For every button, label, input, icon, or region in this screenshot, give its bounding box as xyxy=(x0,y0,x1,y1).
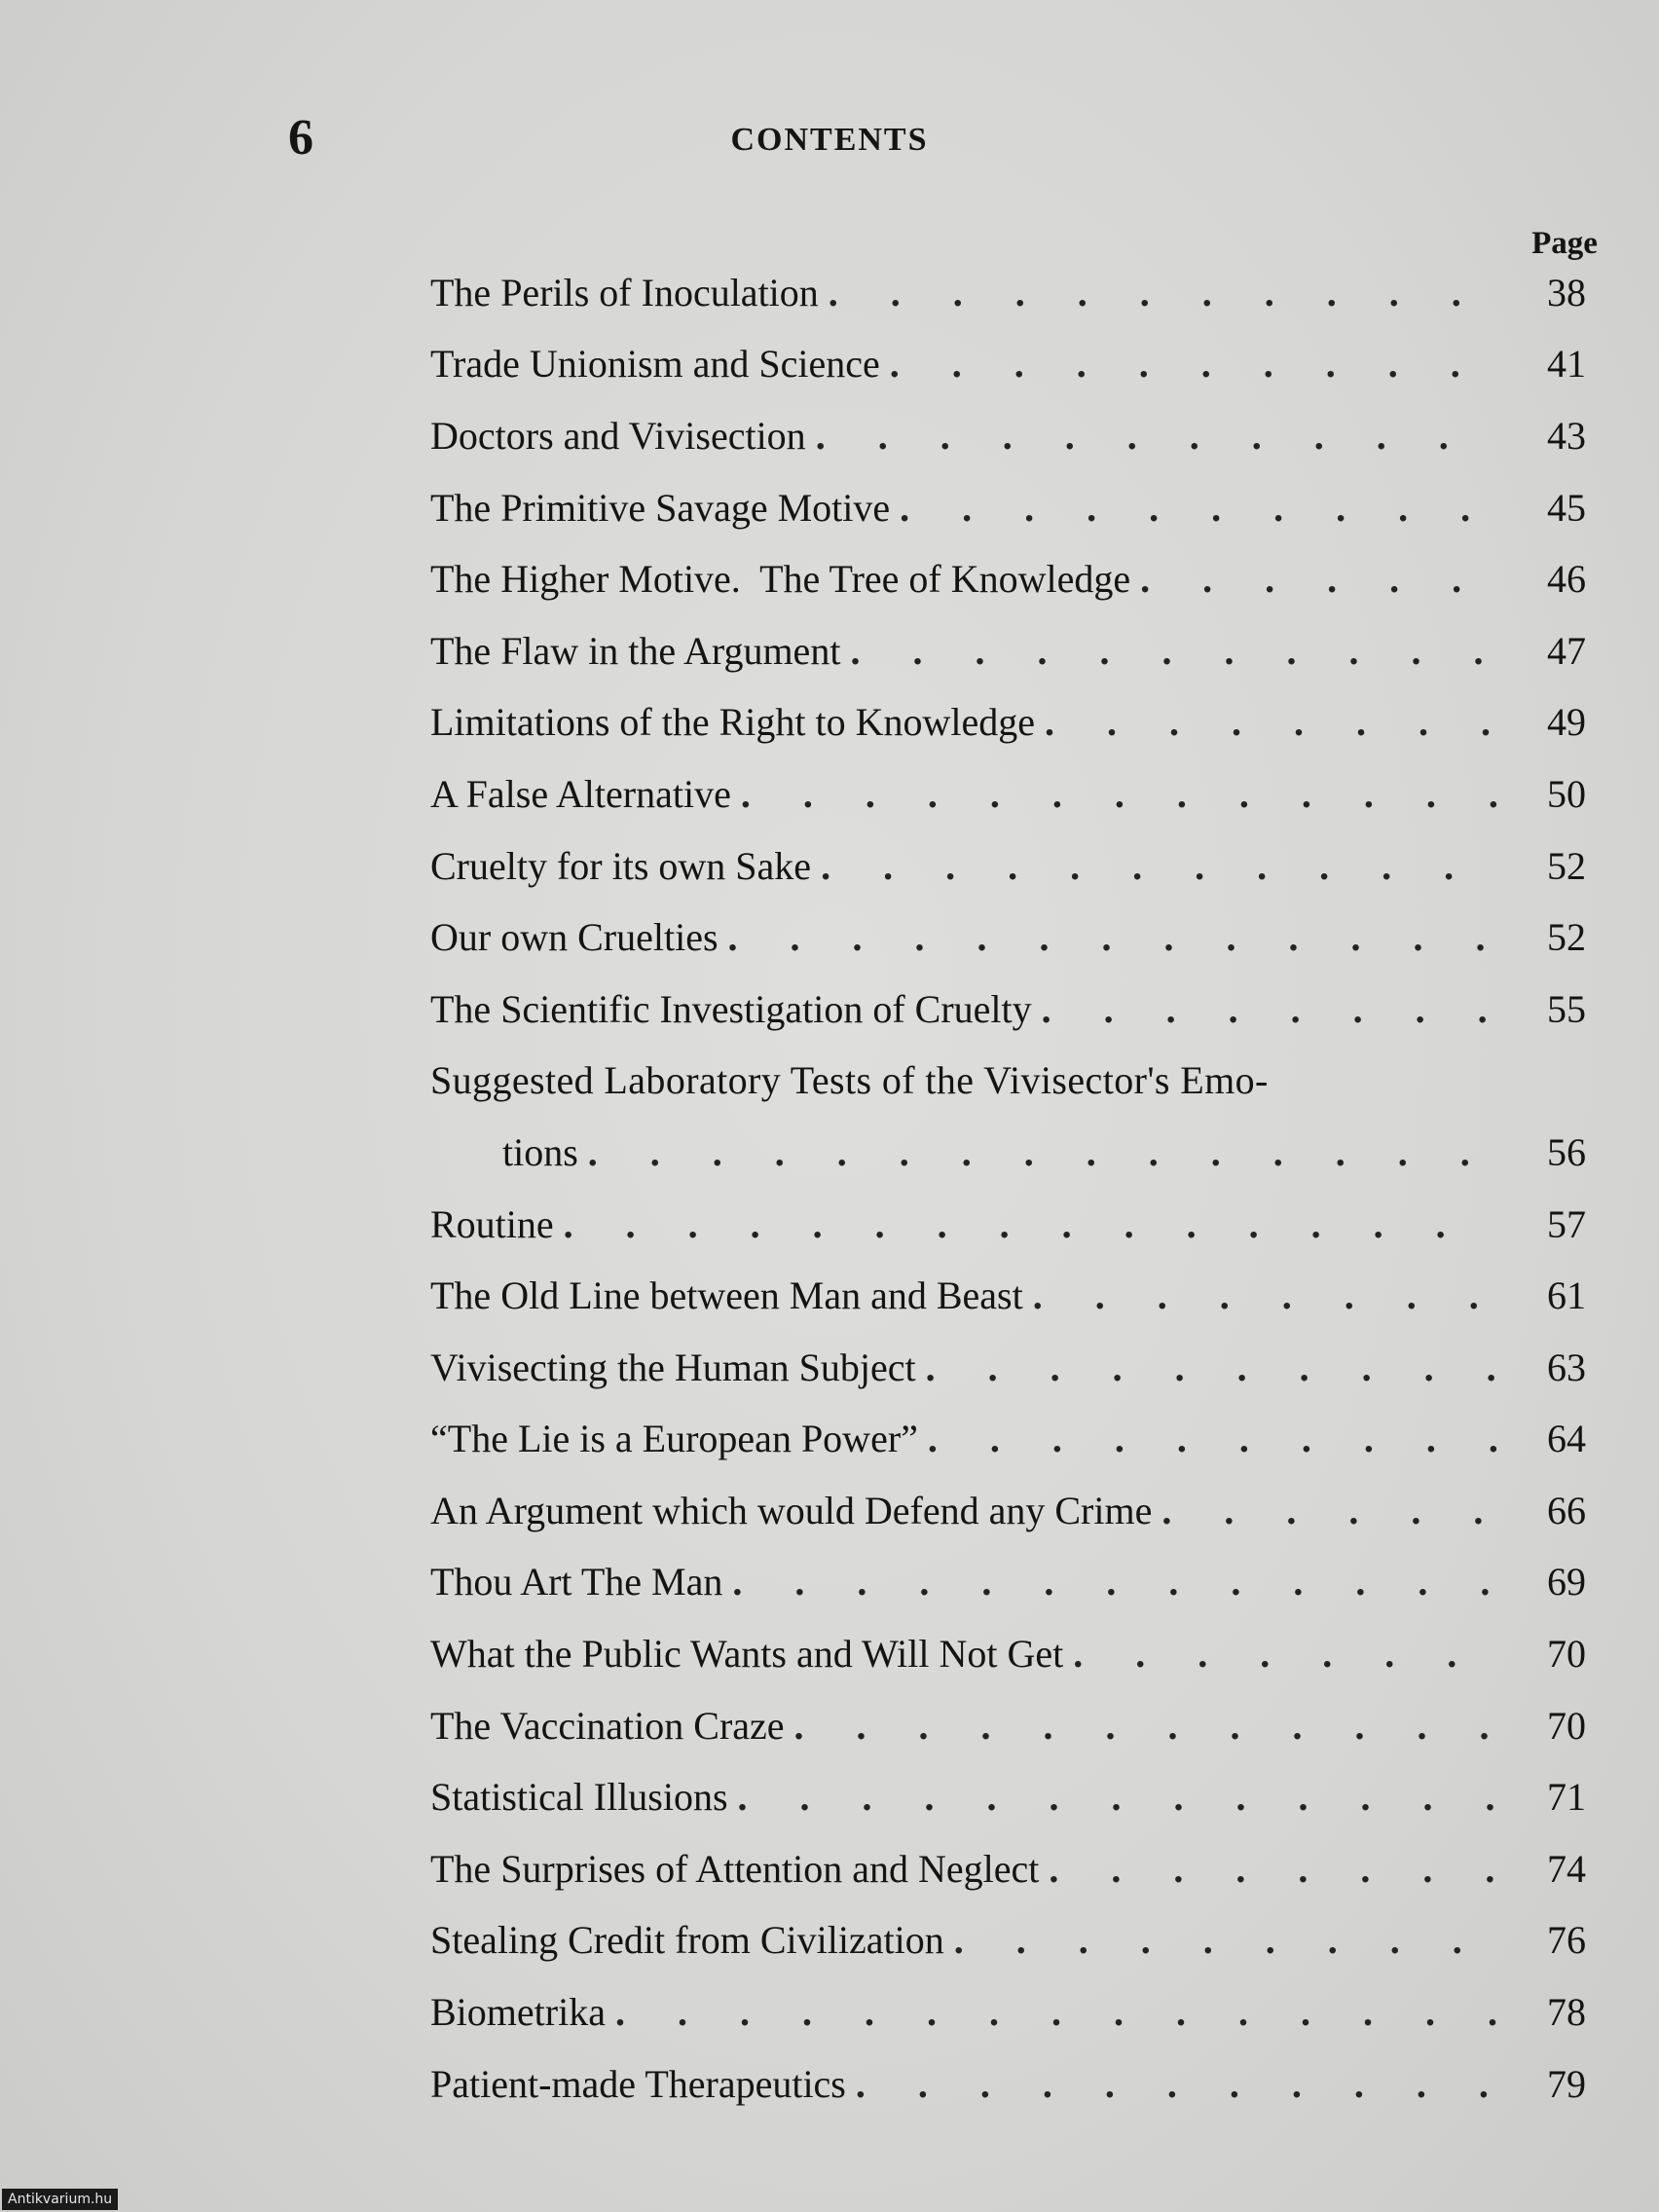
toc-entry-page: 78 xyxy=(1547,1990,1586,2035)
running-head: CONTENTS xyxy=(730,122,929,158)
dot-leader xyxy=(588,1129,1499,1176)
toc-entry-page: 70 xyxy=(1547,1703,1586,1748)
watermark: Antikvarium.hu xyxy=(2,2189,118,2210)
toc-entry xyxy=(430,902,1610,974)
toc-entry-title: The Higher Motive. The Tree of Knowledge xyxy=(430,557,1131,602)
toc-entry-page: 43 xyxy=(1547,413,1586,458)
dot-leader xyxy=(1161,1488,1499,1534)
toc-entry xyxy=(430,329,1610,401)
toc-entry-title: Cruelty for its own Sake xyxy=(430,843,812,888)
toc-entry xyxy=(430,687,1610,759)
toc-entry-title: Patient-made Therapeutics xyxy=(430,2061,846,2106)
dot-leader xyxy=(728,914,1499,961)
toc-entry-page: 61 xyxy=(1547,1273,1586,1318)
toc-entry-page: 71 xyxy=(1547,1775,1586,1820)
toc-entry-title: The Surprises of Attention and Neglect xyxy=(430,1846,1040,1891)
dot-leader xyxy=(816,413,1499,460)
toc-entry xyxy=(430,1618,1610,1690)
toc-entry-page: 45 xyxy=(1547,485,1586,530)
toc-entry-page: 38 xyxy=(1547,270,1586,314)
toc-entry xyxy=(430,2048,1610,2120)
dot-leader xyxy=(732,1559,1499,1605)
toc-entry xyxy=(430,1189,1610,1261)
toc-entry xyxy=(430,1332,1610,1404)
dot-leader xyxy=(1140,556,1499,603)
dot-leader xyxy=(856,2061,1499,2108)
toc-entry-wrapped-first-line xyxy=(430,1046,1610,1118)
toc-entry-page: 52 xyxy=(1547,915,1586,960)
toc-entry-page: 41 xyxy=(1547,342,1586,387)
toc-entry-page: 66 xyxy=(1547,1488,1586,1532)
toc-entry-wrapped-second-line xyxy=(430,1117,1610,1189)
toc-entry-title: The Vaccination Craze xyxy=(430,1703,785,1748)
toc-entry-title: Stealing Credit from Civilization xyxy=(430,1918,944,1963)
table-of-contents xyxy=(430,257,1610,2120)
toc-entry xyxy=(430,615,1610,687)
toc-entry xyxy=(430,1905,1610,1977)
toc-entry-title: An Argument which would Defend any Crime xyxy=(430,1488,1153,1532)
toc-entry-page: 52 xyxy=(1547,843,1586,888)
toc-entry xyxy=(430,1690,1610,1762)
dot-leader xyxy=(928,1416,1499,1462)
toc-entry-title: Vivisecting the Human Subject xyxy=(430,1345,916,1389)
toc-entry-title: Routine xyxy=(430,1201,554,1246)
toc-entry xyxy=(430,257,1610,329)
toc-entry-title: Trade Unionism and Science xyxy=(430,342,880,387)
toc-entry-title: The Perils of Inoculation xyxy=(430,270,819,314)
dot-leader xyxy=(821,843,1499,890)
toc-entry xyxy=(430,1761,1610,1833)
dot-leader xyxy=(1045,699,1499,746)
toc-entry-page: 57 xyxy=(1547,1201,1586,1246)
dot-leader xyxy=(900,485,1499,532)
dot-leader xyxy=(738,1774,1499,1821)
toc-entry-title: Suggested Laboratory Tests of the Vivisector's Emo- xyxy=(430,1058,1269,1103)
dot-leader xyxy=(1073,1631,1499,1677)
toc-entry-page: 56 xyxy=(1547,1129,1586,1174)
page-number: 6 xyxy=(288,110,313,166)
toc-entry-page: 46 xyxy=(1547,557,1586,602)
toc-entry-title: The Scientific Investigation of Cruelty xyxy=(430,986,1032,1031)
toc-entry-title: The Old Line between Man and Beast xyxy=(430,1273,1023,1318)
dot-leader xyxy=(564,1201,1499,1248)
toc-entry xyxy=(430,758,1610,830)
toc-entry-title: Thou Art The Man xyxy=(430,1560,723,1604)
toc-entry-title: The Primitive Savage Motive xyxy=(430,485,891,530)
toc-entry xyxy=(430,1260,1610,1332)
toc-entry-page: 76 xyxy=(1547,1918,1586,1963)
toc-entry-title: What the Public Wants and Will Not Get xyxy=(430,1632,1064,1677)
dot-leader xyxy=(1033,1272,1499,1319)
toc-entry-title: The Flaw in the Argument xyxy=(430,628,841,673)
toc-entry-title: “The Lie is a European Power” xyxy=(430,1417,918,1461)
toc-entry xyxy=(430,830,1610,903)
toc-entry-page: 70 xyxy=(1547,1632,1586,1677)
dot-leader xyxy=(615,1989,1499,2036)
dot-leader xyxy=(926,1345,1499,1391)
dot-leader xyxy=(794,1703,1499,1750)
toc-entry-page: 55 xyxy=(1547,986,1586,1031)
toc-entry-page: 79 xyxy=(1547,2061,1586,2106)
toc-entry-title: A False Alternative xyxy=(430,771,731,816)
toc-entry-page: 74 xyxy=(1547,1846,1586,1891)
toc-entry-page: 49 xyxy=(1547,700,1586,745)
toc-entry xyxy=(430,472,1610,544)
toc-entry-title: Doctors and Vivisection xyxy=(430,413,806,458)
toc-entry xyxy=(430,543,1610,615)
toc-entry-page: 64 xyxy=(1547,1417,1586,1461)
toc-entry xyxy=(430,1833,1610,1905)
toc-entry xyxy=(430,1404,1610,1476)
toc-entry-title-continuation: tions xyxy=(502,1129,578,1174)
dot-leader xyxy=(1049,1846,1499,1893)
toc-entry-title: Limitations of the Right to Knowledge xyxy=(430,700,1036,745)
toc-entry-page: 47 xyxy=(1547,628,1586,673)
dot-leader xyxy=(829,270,1499,316)
toc-entry xyxy=(430,1976,1610,2048)
dot-leader xyxy=(954,1917,1499,1964)
toc-entry-title: Our own Cruelties xyxy=(430,915,719,960)
dot-leader xyxy=(1042,986,1499,1033)
toc-entry-title: Statistical Illusions xyxy=(430,1775,728,1820)
dot-leader xyxy=(741,771,1499,818)
toc-entry-page: 50 xyxy=(1547,771,1586,816)
toc-entry xyxy=(430,974,1610,1046)
toc-entry xyxy=(430,1547,1610,1619)
page-column-label: Page xyxy=(1531,226,1598,261)
toc-entry xyxy=(430,400,1610,472)
toc-entry-title: Biometrika xyxy=(430,1990,606,2035)
toc-entry-page: 69 xyxy=(1547,1560,1586,1604)
toc-entry xyxy=(430,1475,1610,1547)
dot-leader xyxy=(850,628,1499,675)
toc-entry-page: 63 xyxy=(1547,1345,1586,1389)
dot-leader xyxy=(890,341,1499,387)
